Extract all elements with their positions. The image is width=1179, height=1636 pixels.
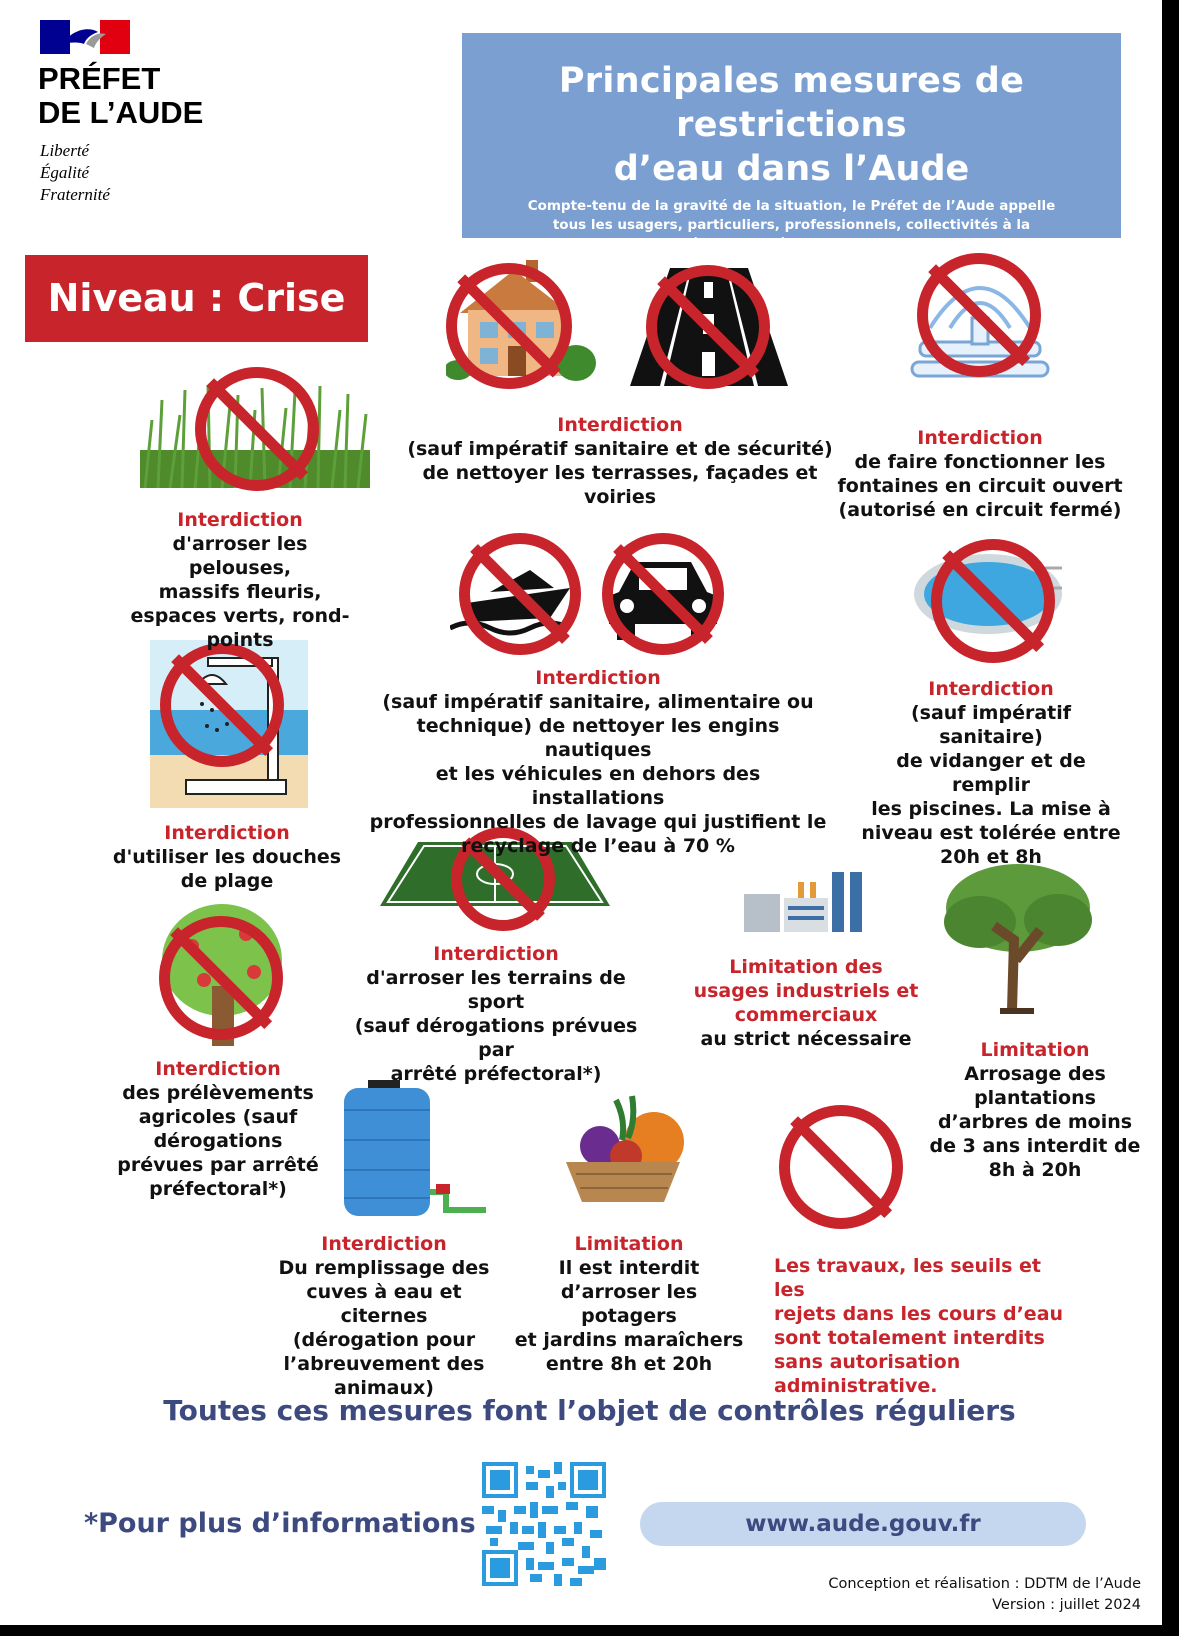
motto-liberte: Liberté bbox=[40, 141, 90, 160]
qr-code-icon bbox=[482, 1462, 606, 1586]
measure-pools-head: Interdiction bbox=[928, 678, 1054, 700]
measure-fountains-line2: fontaines en circuit ouvert bbox=[837, 475, 1123, 497]
prefecture-line2: DE L’AUDE bbox=[38, 95, 204, 130]
measure-agri-line1: des prélèvements bbox=[122, 1082, 314, 1104]
republic-motto bbox=[40, 140, 110, 206]
measure-industry-line1: au strict nécessaire bbox=[700, 1028, 912, 1050]
measure-industry-head1: Limitation des bbox=[729, 956, 883, 978]
measure-tanks-line3: (dérogation pour bbox=[292, 1329, 476, 1351]
vegetable-basket-icon bbox=[556, 1090, 690, 1208]
measure-tanks-line2: cuves à eau et citernes bbox=[306, 1281, 462, 1327]
measure-trees bbox=[920, 1038, 1150, 1182]
measure-lawns-line3: espaces verts, rond- bbox=[130, 605, 350, 627]
measure-trees-head: Limitation bbox=[980, 1039, 1090, 1061]
measure-fountains bbox=[830, 426, 1130, 522]
factory-icon bbox=[744, 868, 870, 932]
measure-works-line1: Les travaux, les seuils et les bbox=[774, 1255, 1041, 1301]
measure-sports-line3: arrêté préfectoral*) bbox=[390, 1063, 602, 1085]
measure-trees-line5: 8h à 20h bbox=[988, 1159, 1082, 1181]
measure-gardens-line3: et jardins maraîchers bbox=[514, 1329, 744, 1351]
measure-trees-line2: plantations bbox=[974, 1087, 1096, 1109]
measure-tanks-line5: animaux) bbox=[334, 1377, 434, 1399]
measure-works-line2: rejets dans les cours d’eau bbox=[774, 1303, 1064, 1325]
measure-gardens-line2: d’arroser les potagers bbox=[560, 1281, 698, 1327]
measure-agri-line2: agricoles (sauf bbox=[138, 1106, 298, 1128]
no-road-cleaning-icon bbox=[646, 265, 770, 389]
no-fountain-icon bbox=[917, 253, 1041, 377]
banner-subtitle-line1: Compte-tenu de la gravité de la situation, le Préfet de l’Aude appelle bbox=[527, 198, 1056, 214]
measure-sports-line2: (sauf dérogations prévues par bbox=[354, 1015, 638, 1061]
banner-title-line2: d’eau dans l’Aude bbox=[613, 149, 970, 189]
measure-sports-line1: d'arroser les terrains de sport bbox=[366, 967, 626, 1013]
no-pool-filling-icon bbox=[931, 539, 1055, 663]
banner-subtitle bbox=[462, 197, 1121, 254]
controls-notice: Toutes ces mesures font l’objet de contrôles réguliers bbox=[163, 1394, 1016, 1427]
measure-terraces bbox=[400, 413, 840, 509]
measure-lawns-line4: points bbox=[206, 629, 274, 651]
measure-pools-line4: niveau est tolérée entre bbox=[861, 822, 1121, 844]
measure-vehicles-head: Interdiction bbox=[535, 667, 661, 689]
qr-code[interactable] bbox=[482, 1462, 606, 1586]
title-banner bbox=[462, 33, 1121, 252]
measure-gardens bbox=[510, 1232, 748, 1376]
banner-subtitle-line2: tous les usagers, particuliers, professionnels, collectivités à la bbox=[552, 217, 1031, 233]
measure-terraces-head: Interdiction bbox=[557, 414, 683, 436]
measure-terraces-line1: (sauf impératif sanitaire et de sécurité) bbox=[407, 438, 833, 460]
motto-fraternite: Fraternité bbox=[40, 185, 110, 204]
measure-fountains-line1: de faire fonctionner les bbox=[854, 451, 1106, 473]
measure-showers bbox=[107, 821, 347, 893]
measure-sports bbox=[336, 942, 656, 1086]
vegetable-basket-illustration bbox=[556, 1090, 690, 1208]
measure-pools-line5: 20h et 8h bbox=[940, 846, 1042, 868]
measure-showers-line2: de plage bbox=[180, 870, 274, 892]
water-tank-illustration bbox=[342, 1080, 488, 1216]
no-boat-washing-icon bbox=[459, 533, 581, 655]
no-beach-shower-icon bbox=[160, 643, 284, 767]
measure-trees-line4: de 3 ans interdit de bbox=[929, 1135, 1141, 1157]
marianne-flag-icon bbox=[40, 20, 130, 54]
measure-lawns-head: Interdiction bbox=[177, 509, 303, 531]
credit-line2: Version : juillet 2024 bbox=[992, 1597, 1141, 1613]
measure-tanks-head: Interdiction bbox=[321, 1233, 447, 1255]
measure-showers-line1: d'utiliser les douches bbox=[112, 846, 342, 868]
measure-sports-head: Interdiction bbox=[433, 943, 559, 965]
motto-egalite: Égalité bbox=[40, 163, 90, 182]
measure-works bbox=[774, 1254, 1064, 1398]
measure-gardens-line4: entre 8h et 20h bbox=[545, 1353, 713, 1375]
measure-lawns-line1: d'arroser les pelouses, bbox=[172, 533, 308, 579]
prefecture-line1: PRÉFET bbox=[38, 61, 161, 96]
measure-showers-head: Interdiction bbox=[164, 822, 290, 844]
credits bbox=[700, 1574, 1141, 1616]
measure-trees-line3: d’arbres de moins bbox=[937, 1111, 1133, 1133]
no-car-washing-icon bbox=[602, 533, 724, 655]
measure-vehicles-line5: recyclage de l’eau à 70 % bbox=[461, 835, 735, 857]
website-url[interactable]: www.aude.gouv.fr bbox=[745, 1511, 981, 1537]
credit-line1: Conception et réalisation : DDTM de l’Aude bbox=[828, 1576, 1141, 1592]
measure-vehicles-line1: (sauf impératif sanitaire, alimentaire ou bbox=[382, 691, 814, 713]
more-info-label: *Pour plus d’informations bbox=[84, 1508, 476, 1539]
measure-trees-line1: Arrosage des bbox=[964, 1063, 1106, 1085]
measure-fountains-line3: (autorisé en circuit fermé) bbox=[838, 499, 1122, 521]
measure-agri-head: Interdiction bbox=[155, 1058, 281, 1080]
no-lawn-watering-icon bbox=[195, 367, 319, 491]
republic-logo bbox=[40, 20, 130, 58]
water-tank-icon bbox=[342, 1080, 488, 1216]
tree-illustration bbox=[940, 860, 1096, 1016]
measure-lawns bbox=[120, 508, 360, 652]
measure-agri-line3: dérogations bbox=[153, 1130, 283, 1152]
measure-vehicles-line2: technique) de nettoyer les engins nautiques bbox=[416, 715, 780, 761]
measure-works-line4: sans autorisation bbox=[774, 1351, 961, 1373]
measure-agri-line4: prévues par arrêté bbox=[117, 1154, 319, 1176]
measure-vehicles-line4: professionnelles de lavage qui justifient le bbox=[369, 811, 827, 833]
measure-tanks-line1: Du remplissage des bbox=[278, 1257, 490, 1279]
banner-title-line1: Principales mesures de restrictions bbox=[558, 61, 1025, 145]
measure-pools-line3: les piscines. La mise à bbox=[871, 798, 1111, 820]
website-link[interactable] bbox=[640, 1502, 1086, 1546]
measure-terraces-line2: de nettoyer les terrasses, façades et bbox=[422, 462, 818, 484]
tree-icon bbox=[940, 860, 1096, 1016]
measure-vehicles-line3: et les véhicules en dehors des installations bbox=[435, 763, 761, 809]
measure-pools-line1: (sauf impératif sanitaire) bbox=[910, 702, 1072, 748]
measure-lawns-line2: massifs fleuris, bbox=[158, 581, 322, 603]
measure-industry-head2: usages industriels et bbox=[693, 980, 919, 1002]
measure-pools-line2: de vidanger et de remplir bbox=[896, 750, 1086, 796]
measure-works-line3: sont totalement interdits bbox=[774, 1327, 1045, 1349]
measure-gardens-line1: Il est interdit bbox=[558, 1257, 700, 1279]
factory-illustration bbox=[744, 868, 870, 932]
measure-gardens-head: Limitation bbox=[574, 1233, 684, 1255]
no-river-works-icon bbox=[779, 1105, 903, 1229]
prefecture-name bbox=[38, 62, 203, 130]
no-terrace-cleaning-icon bbox=[446, 263, 572, 389]
measure-agri bbox=[108, 1057, 328, 1201]
measure-tanks bbox=[264, 1232, 504, 1400]
measure-pools bbox=[856, 677, 1126, 869]
no-agricultural-withdrawal-icon bbox=[159, 916, 283, 1040]
measure-industry-head3: commerciaux bbox=[734, 1004, 878, 1026]
measure-terraces-line3: voiries bbox=[583, 486, 657, 508]
measure-tanks-line4: l’abreuvement des bbox=[283, 1353, 485, 1375]
level-label: Niveau : Crise bbox=[47, 276, 346, 320]
measure-agri-line5: préfectoral*) bbox=[149, 1178, 287, 1200]
measure-works-line5: administrative. bbox=[774, 1375, 938, 1397]
measure-industry bbox=[686, 955, 926, 1051]
level-badge bbox=[25, 255, 368, 342]
measure-vehicles bbox=[368, 666, 828, 858]
measure-fountains-head: Interdiction bbox=[917, 427, 1043, 449]
banner-subtitle-line3: responsabilité afin de préserver la ressource en eau. bbox=[589, 236, 994, 252]
